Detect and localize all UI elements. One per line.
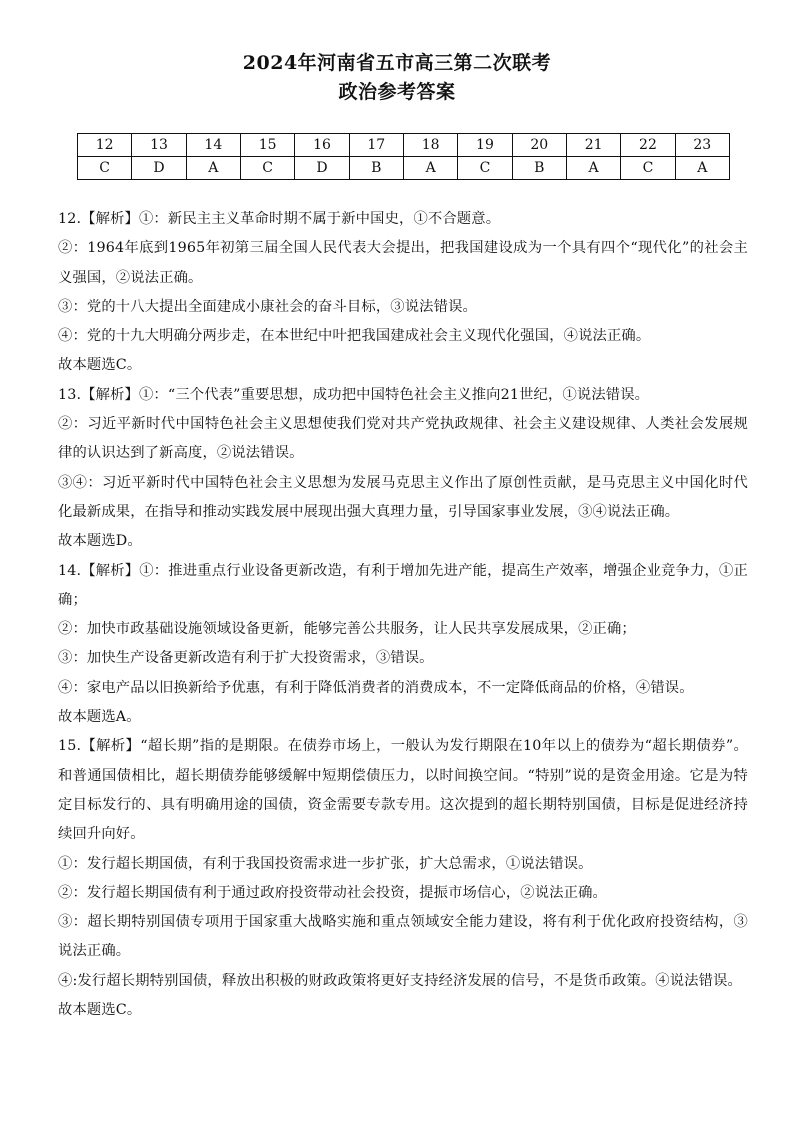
q14-option-2: ②：加快市政基础设施领域设备更新，能够完善公共服务，让人民共享发展成果，②正确； — [58, 621, 636, 638]
q14-conclusion: 故本题选A。 — [58, 709, 141, 726]
question-number-cell: 23 — [675, 134, 729, 157]
q15-option-3: ③：超长期特别国债专项用于国家重大战略实施和重点领域安全能力建设，将有利于优化政府投资结构，③说法正确。 — [58, 914, 748, 960]
answer-cell: C — [240, 157, 294, 180]
q15-conclusion: 故本题选C。 — [58, 1002, 142, 1019]
question-number-cell: 17 — [349, 134, 403, 157]
q12-conclusion: 故本题选C。 — [58, 357, 142, 374]
explanation-body — [58, 205, 748, 1025]
q13-option-3-4: ③④：习近平新时代中国特色社会主义思想为发展马克思主义作出了原创性贡献，是马克思主义中国化时代化最新成果，在指导和推动实践发展中展现出强大真理力量，引导国家事业发展，③④说法正确。 — [58, 474, 748, 520]
question-number-cell: 13 — [132, 134, 186, 157]
answer-cell: A — [403, 157, 457, 180]
answer-letter-row — [78, 157, 730, 180]
question-number-cell: 16 — [295, 134, 349, 157]
q13-explanation: 13.【解析】①：“三个代表”重要思想，成功把中国特色社会主义推向21世纪，①说法错误。 — [58, 386, 650, 403]
answer-cell: A — [675, 157, 729, 180]
question-number-cell: 15 — [240, 134, 294, 157]
q12-explanation: 12.【解析】①：新民主主义革命时期不属于新中国史，①不合题意。 — [58, 211, 501, 227]
question-number-cell: 18 — [403, 134, 457, 157]
answer-table — [77, 133, 730, 180]
q12-option-2: ②：1964年底到1965年初第三届全国人民代表大会提出，把我国建设成为一个具有四个“现代化”的社会主义强国，②说法正确。 — [58, 240, 748, 286]
question-number-cell: 22 — [621, 134, 675, 157]
q12-option-3: ③：党的十八大提出全面建成小康社会的奋斗目标，③说法错误。 — [58, 298, 477, 315]
question-number-cell: 21 — [566, 134, 620, 157]
question-number-row — [78, 134, 730, 157]
page-subtitle: 政治参考答案 — [338, 81, 456, 103]
q13-option-2: ②：习近平新时代中国特色社会主义思想使我们党对共产党执政规律、社会主义建设规律、人类社会发展规律的认识达到了新高度，②说法错误。 — [58, 416, 748, 462]
answer-cell: C — [621, 157, 675, 180]
q14-option-3: ③：加快生产设备更新改造有利于扩大投资需求，③错误。 — [58, 650, 434, 667]
q15-option-1: ①：发行超长期国债，有利于我国投资需求进一步扩张，扩大总需求，①说法错误。 — [58, 855, 593, 872]
question-number-cell: 19 — [458, 134, 512, 157]
answer-cell: B — [349, 157, 403, 180]
answer-cell: A — [186, 157, 240, 180]
question-number-cell: 20 — [512, 134, 566, 157]
q14-option-4: ④：家电产品以旧换新给予优惠，有利于降低消费者的消费成本，不一定降低商品的价格，④错误。 — [58, 679, 694, 696]
question-number-cell: 14 — [186, 134, 240, 157]
q15-explanation: 15.【解析】“超长期”指的是期限。在债券市场上，一般认为发行期限在10年以上的债券为“超长期债券”。和普通国债相比，超长期债券能够缓解中短期偿债压力，以时间换空间。“特别”说的是资金用途。它是为特定目标发行的、具有明确用途的国债，资金需要专款专用。这次提到的超长期特别国债，目标是促进经济持续回升向好。 — [58, 738, 748, 843]
q13-conclusion: 故本题选D。 — [58, 533, 142, 550]
q14-explanation: 14.【解析】①：推进重点行业设备更新改造，有利于增加先进产能，提高生产效率，增强企业竞争力，①正确； — [58, 562, 748, 608]
answer-cell: D — [295, 157, 349, 180]
q15-option-4: ④:发行超长期特别国债，释放出积极的财政政策将更好支持经济发展的信号，不是货币政策。④说法错误。 — [58, 972, 742, 989]
q15-option-2: ②：发行超长期国债有利于通过政府投资带动社会投资，提振市场信心，②说法正确。 — [58, 884, 607, 901]
answer-cell: A — [566, 157, 620, 180]
answer-cell: C — [458, 157, 512, 180]
answer-cell: D — [132, 157, 186, 180]
page-title: 2024年河南省五市高三第二次联考 — [242, 52, 552, 74]
answer-cell: C — [78, 157, 132, 180]
answer-cell: B — [512, 157, 566, 180]
q12-option-4: ④：党的十九大明确分两步走，在本世纪中叶把我国建成社会主义现代化强国，④说法正确。 — [58, 328, 651, 345]
question-number-cell: 12 — [78, 134, 132, 157]
